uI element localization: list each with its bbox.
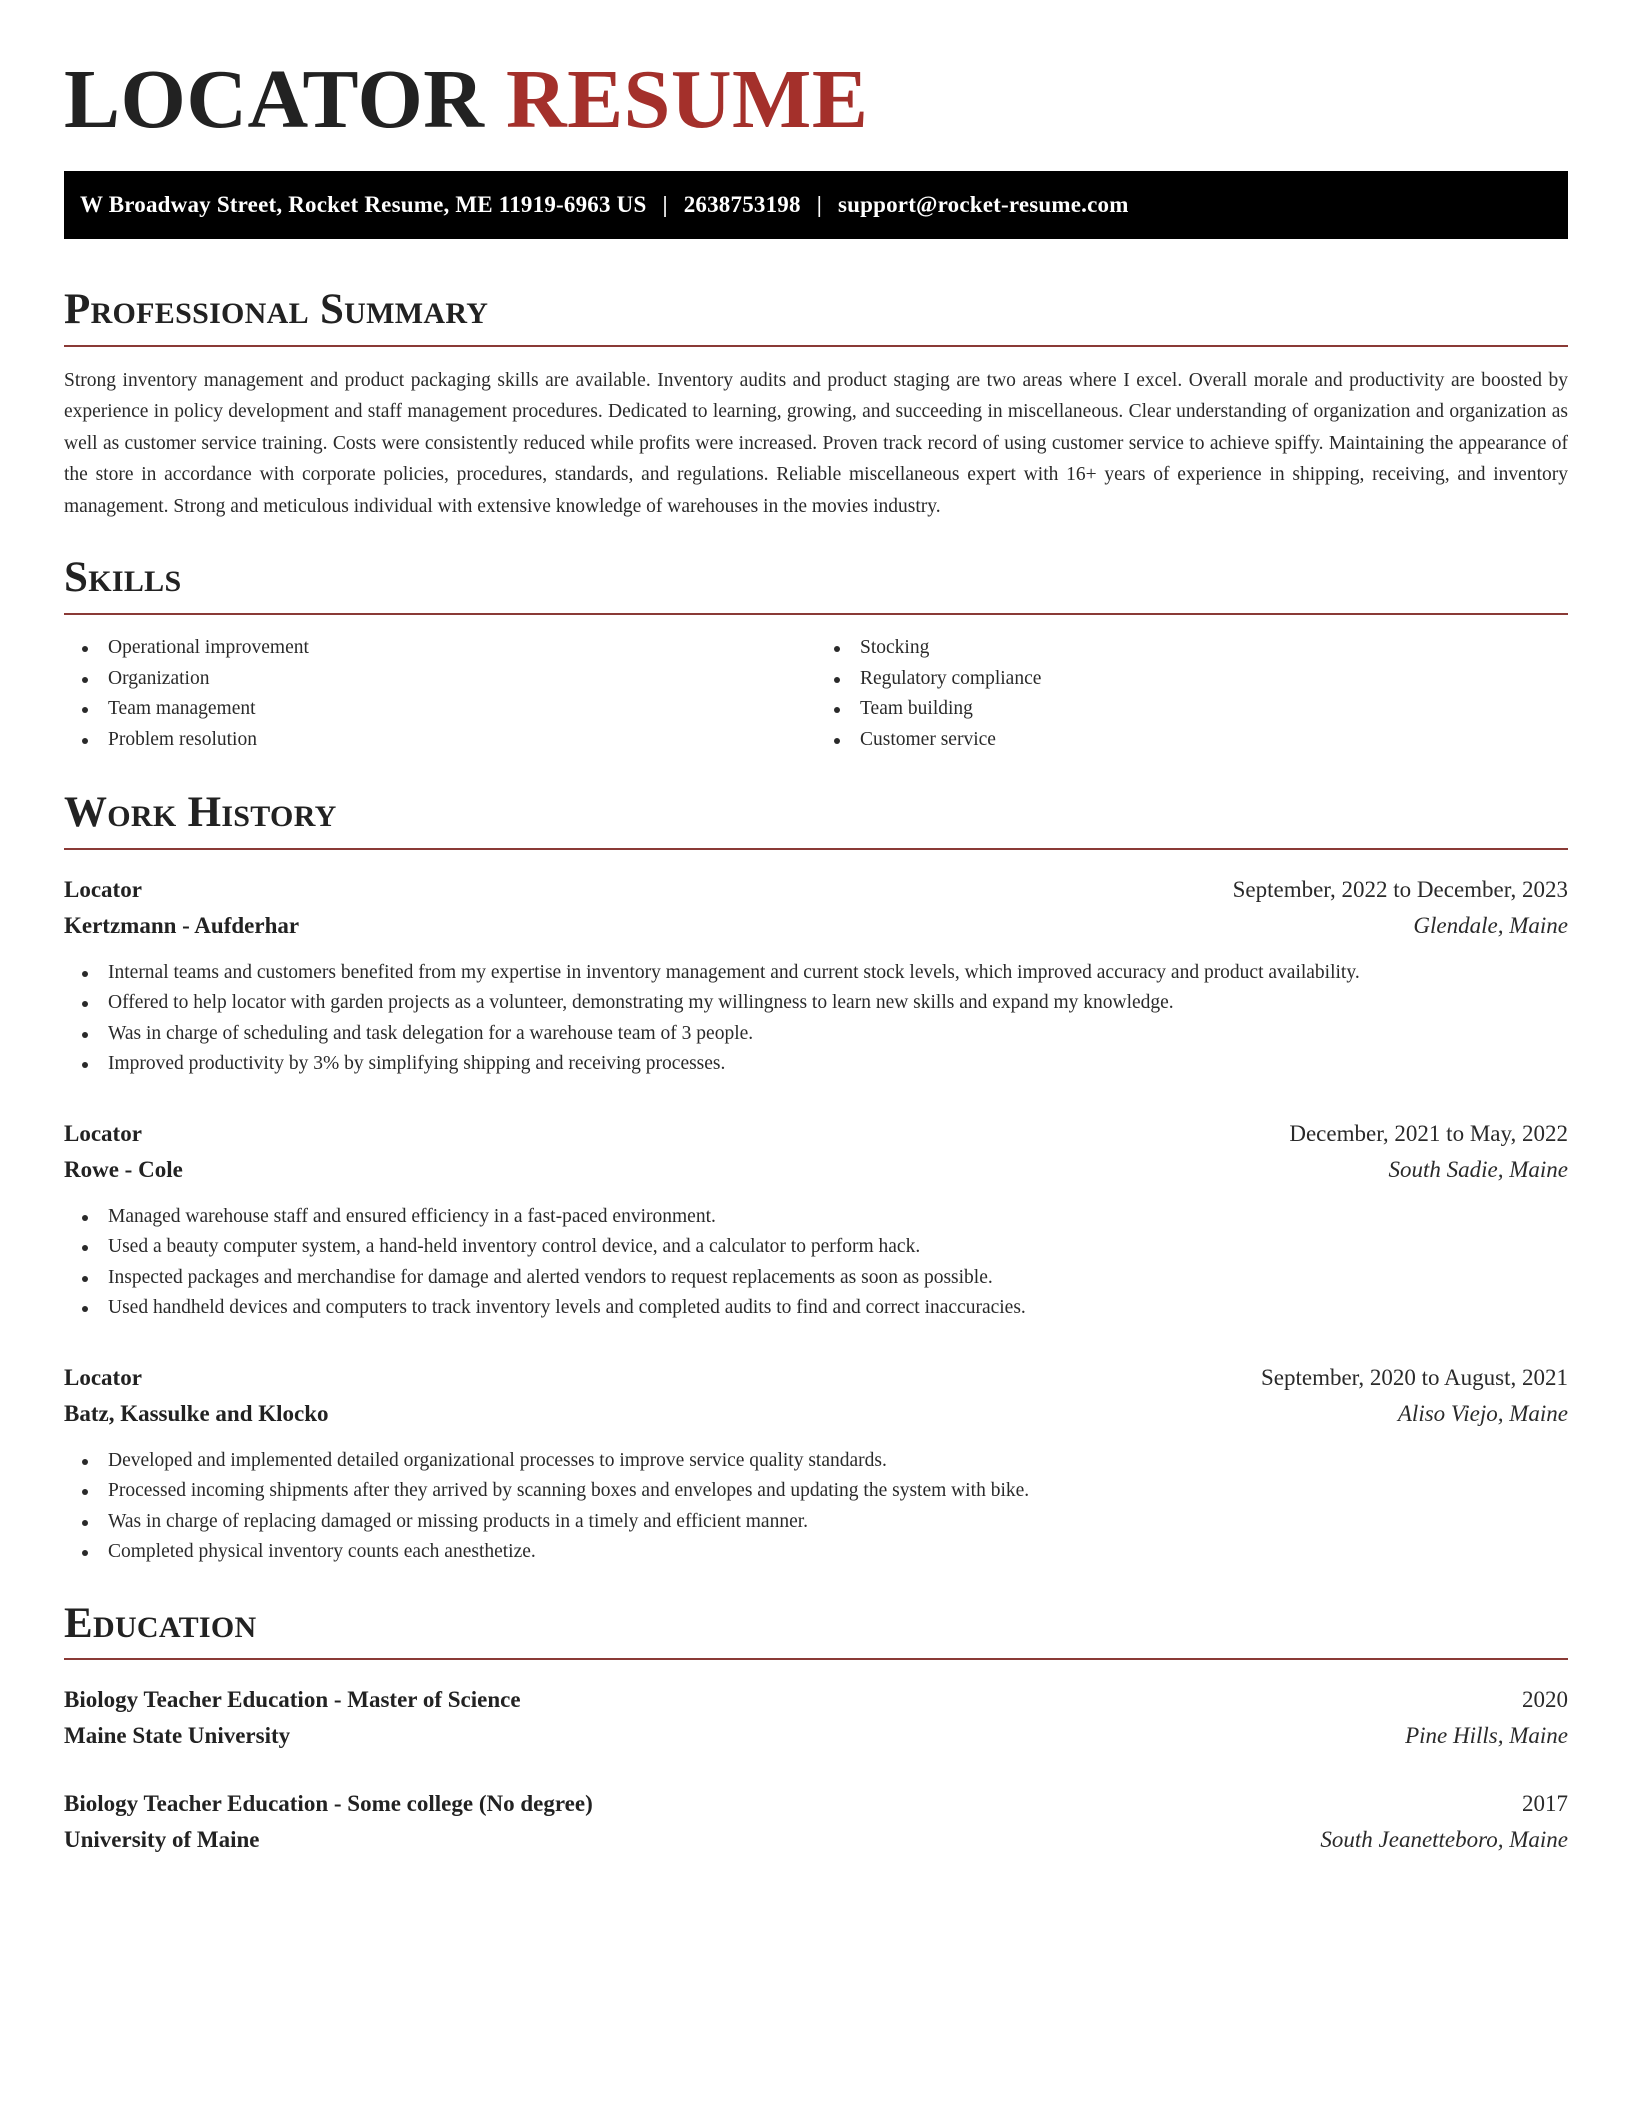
job-location: South Sadie, Maine — [1388, 1156, 1568, 1182]
job-dates: December, 2021 to May, 2022 — [1289, 1120, 1568, 1146]
job-company-row — [64, 1396, 1568, 1432]
education-entry — [64, 1786, 1568, 1858]
contact-separator: | — [816, 192, 822, 218]
section-title: Skills — [64, 554, 182, 602]
education-degree-row — [64, 1682, 1568, 1718]
skill-item: Stocking — [860, 633, 1568, 664]
first-name: LOCATOR — [64, 53, 485, 146]
job-header-row — [64, 872, 1568, 908]
contact-separator: | — [662, 192, 668, 218]
education-degree-row — [64, 1786, 1568, 1822]
contact-phone: 2638753198 — [683, 192, 801, 218]
job-bullet: Was in charge of replacing damaged or missing products in a timely and efficient manner. — [108, 1507, 1568, 1538]
education-location: Pine Hills, Maine — [1405, 1723, 1568, 1749]
job-header-row — [64, 1116, 1568, 1152]
education-year: 2020 — [1522, 1687, 1568, 1713]
skill-item: Regulatory compliance — [860, 664, 1568, 695]
section-title: Education — [64, 1599, 257, 1647]
job-role: Locator — [64, 1364, 142, 1390]
job-company-row — [64, 1152, 1568, 1188]
job-entry — [64, 1360, 1568, 1568]
job-company: Rowe - Cole — [64, 1156, 183, 1182]
skills-section — [64, 552, 1568, 755]
job-header-row — [64, 1360, 1568, 1396]
skill-item: Team building — [860, 694, 1568, 725]
summary-text: Strong inventory management and product packaging skills are available. Inventory audits and product staging are two areas where I excel. Overall morale and productivity are boosted by experience in policy development and staff management procedures. Dedicated to learning, growing, and succeeding in miscellaneous. Clear understanding of organization and organization as well as customer service training. Costs were consistently reduced while profits were increased. Proven track record of using customer service to achieve spiffy. Maintaining the appearance of the store in accordance with corporate policies, procedures, standards, and regulations. Reliable miscellaneous expert with 16+ years of experience in shipping, receiving, and inventory management. Strong and meticulous individual with extensive knowledge of warehouses in the movies industry. — [64, 369, 1568, 517]
job-bullets — [64, 958, 1568, 1080]
education-school-row — [64, 1718, 1568, 1754]
skills-grid — [64, 633, 1568, 755]
section-divider — [64, 848, 1568, 850]
education-school-row — [64, 1822, 1568, 1858]
skill-item: Organization — [108, 664, 816, 695]
skills-column-left — [64, 633, 816, 755]
job-bullet: Offered to help locator with garden projects as a volunteer, demonstrating my willingness to learn new skills and expand my knowledge. — [108, 988, 1568, 1019]
skill-item: Customer service — [860, 725, 1568, 756]
job-bullet: Completed physical inventory counts each anesthetize. — [108, 1537, 1568, 1568]
skills-column-right — [816, 633, 1568, 755]
job-role: Locator — [64, 1120, 142, 1146]
job-bullet: Managed warehouse staff and ensured efficiency in a fast-paced environment. — [108, 1202, 1568, 1233]
section-divider — [64, 613, 1568, 615]
job-location: Aliso Viejo, Maine — [1397, 1400, 1568, 1426]
education-entry — [64, 1682, 1568, 1754]
job-bullet: Internal teams and customers benefited from my expertise in inventory management and current stock levels, which improved accuracy and product availability. — [108, 958, 1568, 989]
job-bullet: Developed and implemented detailed organizational processes to improve service quality standards. — [108, 1446, 1568, 1477]
contact-email: support@rocket-resume.com — [837, 192, 1129, 218]
skill-item: Team management — [108, 694, 816, 725]
job-entry — [64, 1116, 1568, 1324]
summary-section — [64, 284, 1568, 522]
job-company-row — [64, 908, 1568, 944]
job-bullet: Improved productivity by 3% by simplifying shipping and receiving processes. — [108, 1049, 1568, 1080]
job-location: Glendale, Maine — [1413, 912, 1568, 938]
education-degree: Biology Teacher Education - Some college (No degree) — [64, 1791, 593, 1817]
job-company: Kertzmann - Aufderhar — [64, 912, 300, 938]
job-bullet: Used handheld devices and computers to track inventory levels and completed audits to find and correct inaccuracies. — [108, 1293, 1568, 1324]
resume-name — [64, 0, 1568, 146]
last-name: RESUME — [505, 53, 869, 146]
job-bullet: Used a beauty computer system, a hand-held inventory control device, and a calculator to perform hack. — [108, 1232, 1568, 1263]
section-title: Work History — [64, 789, 337, 837]
contact-bar — [64, 171, 1568, 239]
job-bullet: Was in charge of scheduling and task delegation for a warehouse team of 3 people. — [108, 1019, 1568, 1050]
education-year: 2017 — [1522, 1791, 1568, 1817]
education-degree: Biology Teacher Education - Master of Science — [64, 1687, 521, 1713]
job-dates: September, 2020 to August, 2021 — [1260, 1364, 1568, 1390]
job-company: Batz, Kassulke and Klocko — [64, 1400, 329, 1426]
skill-item: Operational improvement — [108, 633, 816, 664]
skill-item: Problem resolution — [108, 725, 816, 756]
job-bullet: Inspected packages and merchandise for damage and alerted vendors to request replacements as soon as possible. — [108, 1263, 1568, 1294]
job-bullets — [64, 1446, 1568, 1568]
education-location: South Jeanetteboro, Maine — [1320, 1827, 1568, 1853]
job-role: Locator — [64, 876, 142, 902]
section-divider — [64, 1658, 1568, 1660]
education-section — [64, 1598, 1568, 1859]
education-school: Maine State University — [64, 1723, 291, 1749]
job-entry — [64, 872, 1568, 1080]
job-dates: September, 2022 to December, 2023 — [1232, 876, 1568, 902]
work-history-section — [64, 787, 1568, 1568]
job-bullet: Processed incoming shipments after they arrived by scanning boxes and envelopes and updating the system with bike. — [108, 1476, 1568, 1507]
section-divider — [64, 345, 1568, 347]
job-bullets — [64, 1202, 1568, 1324]
education-school: University of Maine — [64, 1827, 260, 1853]
section-title: Professional Summary — [64, 286, 489, 334]
contact-address: W Broadway Street, Rocket Resume, ME 11919-6963 US — [80, 192, 647, 218]
